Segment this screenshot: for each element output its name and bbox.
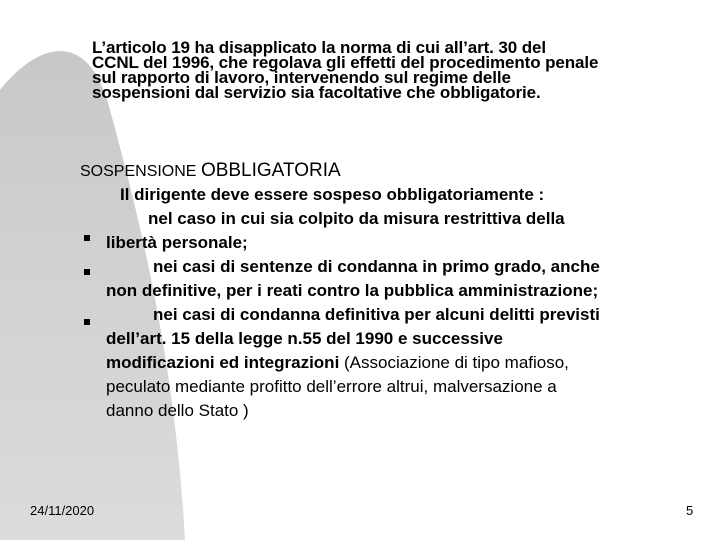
bullet-3-bold-text: modificazioni ed integrazioni (106, 353, 340, 372)
section-title-small: SOSPENSIONE (80, 163, 197, 180)
section-title (80, 160, 341, 182)
intro-text: Il dirigente deve essere sospeso obbligatoriamente : (120, 185, 545, 204)
heading-line: L’articolo 19 ha disapplicato la norma di cui all’art. 30 del (92, 38, 546, 57)
page-number: 5 (686, 503, 694, 518)
bullet-2-line-1: nei casi di sentenze di condanna in primo grado, anche (153, 257, 600, 276)
heading-line: CCNL del 1996, che regolava gli effetti del procedimento penale (92, 53, 599, 72)
heading-line: sospensioni dal servizio sia facoltative che obbligatorie. (92, 83, 541, 102)
footer-date: 24/11/2020 (30, 503, 95, 518)
bullet-3-line-5: danno dello Stato ) (106, 401, 249, 420)
bullet-3-regular-text: (Associazione di tipo mafioso, (339, 353, 569, 372)
bullet-3-line-3 (106, 351, 706, 375)
slide-body (106, 183, 706, 423)
bullet-marker (84, 319, 90, 325)
bullet-marker (84, 269, 90, 275)
bullet-3-line-4: peculato mediante profitto dell’errore altrui, malversazione a (106, 377, 557, 396)
heading-line: sul rapporto di lavoro, intervenendo sul regime delle (92, 68, 511, 87)
bullet-1-line-1: nel caso in cui sia colpito da misura restrittiva della (148, 209, 565, 228)
slide-heading (92, 40, 707, 100)
bullet-2-line-2: non definitive, per i reati contro la pubblica amministrazione; (106, 281, 599, 300)
bullet-marker (84, 235, 90, 241)
bullet-3-line-1: nei casi di condanna definitiva per alcuni delitti previsti (153, 305, 600, 324)
bullet-1-line-2: libertà personale; (106, 233, 248, 252)
section-title-large: OBBLIGATORIA (200, 160, 341, 181)
bullet-3-line-2: dell’art. 15 della legge n.55 del 1990 e successive (106, 329, 503, 348)
